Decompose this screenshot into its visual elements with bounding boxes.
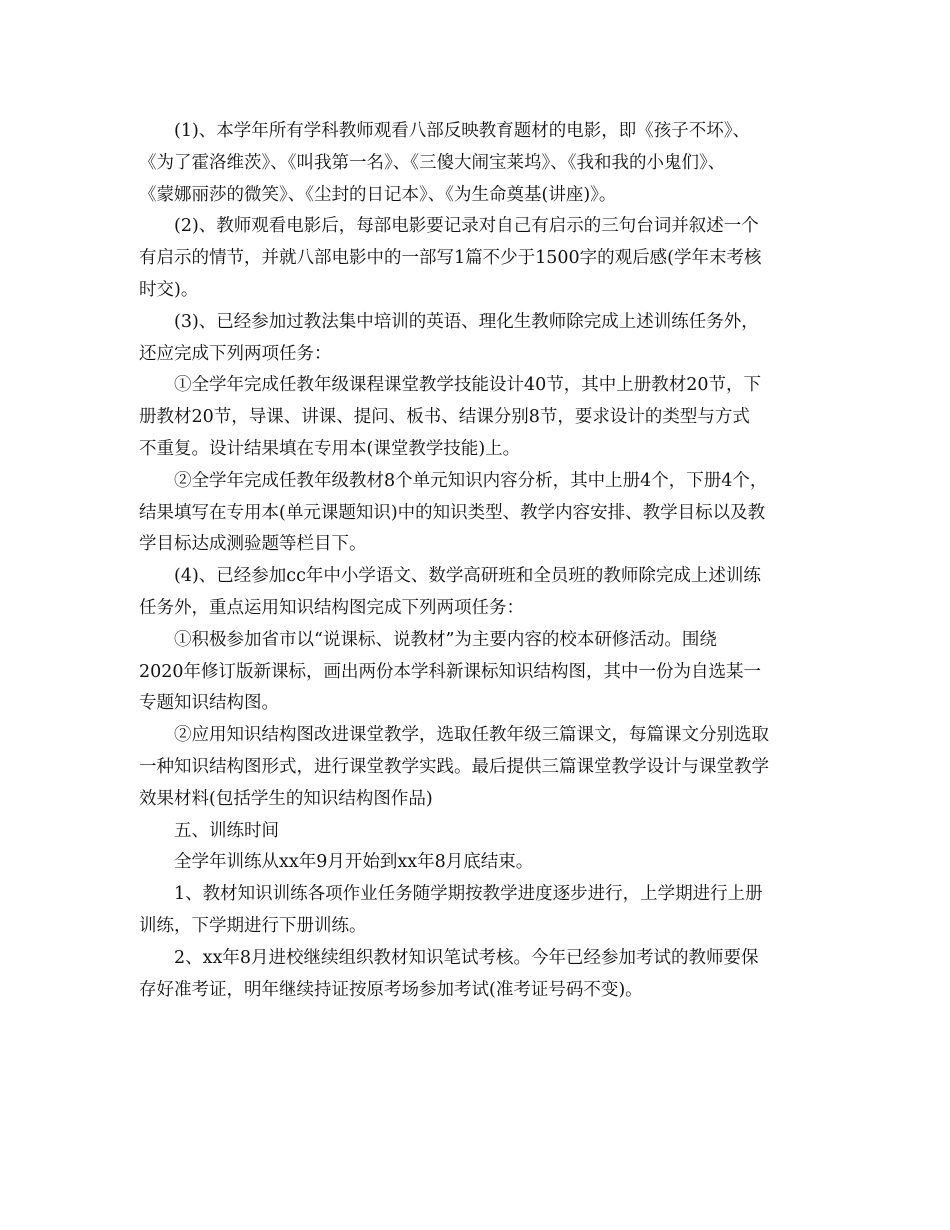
text-line: (3)、已经参加过教法集中培训的英语、理化生教师除完成上述训练任务外， bbox=[174, 311, 759, 332]
text-line: 专题知识结构图。 bbox=[139, 693, 279, 714]
text-line: 训练，下学期进行下册训练。 bbox=[139, 915, 367, 936]
text-line: 任务外，重点运用知识结构图完成下列两项任务： bbox=[139, 597, 524, 618]
text-line: ②应用知识结构图改进课堂教学，选取任教年级三篇课文，每篇课文分别选取 bbox=[174, 725, 769, 746]
text-line: 有启示的情节，并就八部电影中的一部写1篇不少于1500字的观后感(学年末考核 bbox=[139, 248, 762, 269]
text-line: 时交)。 bbox=[139, 279, 199, 300]
text-line: 《蒙娜丽莎的微笑》、《尘封的日记本》、《为生命奠基(讲座)》。 bbox=[139, 184, 617, 205]
text-line: 一种知识结构图形式，进行课堂教学实践。最后提供三篇课堂教学设计与课堂教学 bbox=[139, 756, 769, 777]
document-body bbox=[139, 116, 829, 1006]
text-line: ①全学年完成任教年级课程课堂教学技能设计40节，其中上册教材20节，下 bbox=[174, 375, 762, 396]
text-line: 《为了霍洛维茨》、《叫我第一名》、《三傻大闹宝莱坞》、《我和我的小鬼们》、 bbox=[139, 152, 726, 173]
text-line: 2、xx年8月进校继续组织教材知识笔试考核。今年已经参加考试的教师要保 bbox=[174, 947, 759, 968]
text-line: 五、训练时间 bbox=[174, 820, 279, 841]
text-line: (4)、已经参加cc年中小学语文、数学高研班和全员班的教师除完成上述训练 bbox=[174, 566, 761, 587]
text-line: 册教材20节，导课、讲课、提问、板书、结课分别8节，要求设计的类型与方式 bbox=[139, 407, 750, 428]
text-line: ②全学年完成任教年级教材8个单元知识内容分析，其中上册4个，下册4个， bbox=[174, 470, 768, 491]
text-line: 2020年修订版新课标，画出两份本学科新课标知识结构图，其中一份为自选某一 bbox=[139, 661, 762, 682]
text-line: (2)、教师观看电影后，每部电影要记录对自己有启示的三句台词并叙述一个 bbox=[174, 216, 759, 237]
text-line: 还应完成下列两项任务： bbox=[139, 343, 332, 364]
text-line: 结果填写在专用本(单元课题知识)中的知识类型、教学内容安排、教学目标以及教 bbox=[139, 502, 766, 523]
text-line: 效果材料(包括学生的知识结构图作品) bbox=[139, 788, 433, 809]
text-line: 存好准考证，明年继续持证按原考场参加考试(准考证号码不变)。 bbox=[139, 979, 643, 1000]
text-line: 1、教材知识训练各项作业任务随学期按教学进度逐步进行，上学期进行上册 bbox=[174, 884, 763, 905]
text-line: (1)、本学年所有学科教师观看八部反映教育题材的电影，即《孩子不坏》、 bbox=[174, 121, 751, 141]
text-line: 学目标达成测验题等栏目下。 bbox=[139, 534, 367, 555]
text-line: ①积极参加省市以“说课标、说教材”为主要内容的校本研修活动。围绕 bbox=[174, 629, 717, 650]
text-line: 全学年训练从xx年9月开始到xx年8月底结束。 bbox=[174, 852, 534, 873]
text-line: 不重复。设计结果填在专用本(课堂教学技能)上。 bbox=[139, 438, 521, 459]
